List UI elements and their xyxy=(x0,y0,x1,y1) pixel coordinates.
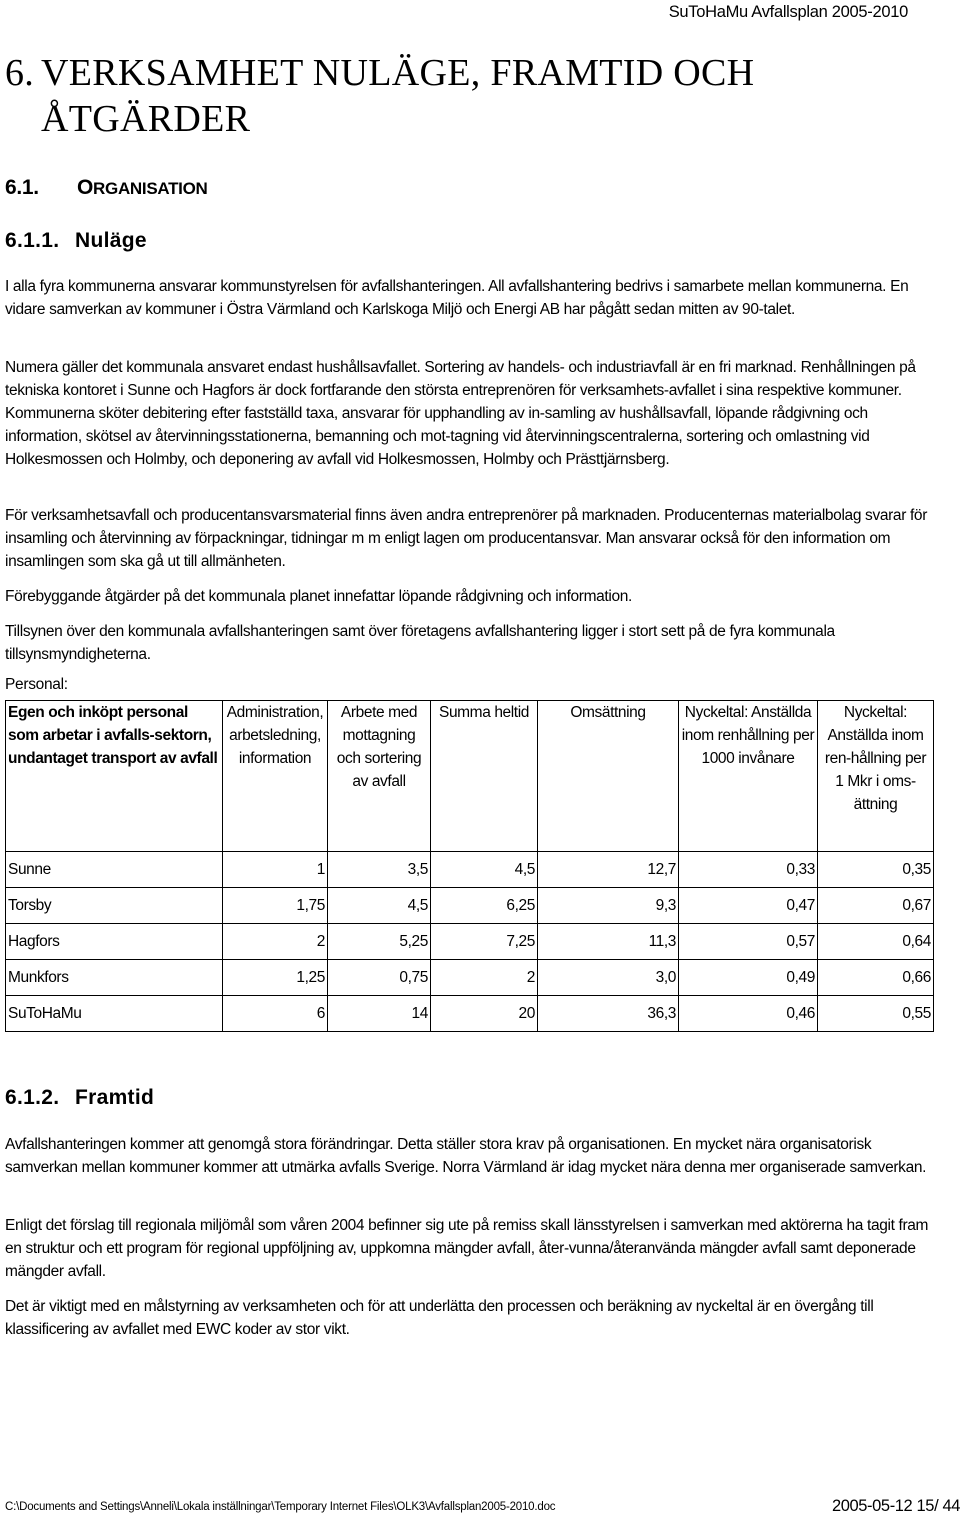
nulage-paragraph-1 xyxy=(5,275,935,321)
table-cell: 1,25 xyxy=(223,960,328,996)
table-cell: 0,55 xyxy=(818,996,934,1032)
nulage-title: Nuläge xyxy=(75,229,147,252)
table-cell: 4,5 xyxy=(328,888,431,924)
paragraph-text: Det är viktigt med en målstyrning av verksamheten och för att underlätta den processen och beräkning av nyckeltal är en övergång till klassificering av avfallet med EWC koder av stor vikt. xyxy=(5,1298,874,1338)
table-cell: 5,25 xyxy=(328,924,431,960)
chapter-title xyxy=(5,50,905,142)
table-cell: SuToHaMu xyxy=(6,996,223,1032)
table-cell: 6,25 xyxy=(431,888,538,924)
table-cell: 0,46 xyxy=(679,996,818,1032)
table-row xyxy=(6,996,934,1032)
paragraph-text: I alla fyra kommunerna ansvarar kommunstyrelsen för avfallshanteringen. All avfallshantering bedrivs i samarbete mellan kommunerna. En vidare samverkan av kommuner i Östra Värmland och Karlskoga Miljö och Energi AB har pågått sedan mitten av 90-talet. xyxy=(5,278,909,318)
section-title-initial: O xyxy=(77,176,94,199)
section-title-rest: RGANISATION xyxy=(93,179,208,198)
table-cell: 0,67 xyxy=(818,888,934,924)
table-cell: 3,0 xyxy=(538,960,679,996)
table-cell: 3,5 xyxy=(328,852,431,888)
table-cell: 11,3 xyxy=(538,924,679,960)
table-cell: 7,25 xyxy=(431,924,538,960)
paragraph-text: Tillsynen över den kommunala avfallshanteringen samt över företagens avfallshantering ligger i stort sett på de fyra kommunala tillsynsmyndigheterna. xyxy=(5,623,835,663)
table-cell: 0,64 xyxy=(818,924,934,960)
nulage-heading xyxy=(5,229,147,253)
table-cell: Munkfors xyxy=(6,960,223,996)
nulage-number: 6.1.1. xyxy=(5,229,60,252)
framtid-heading xyxy=(5,1086,154,1110)
running-header: SuToHaMu Avfallsplan 2005-2010 xyxy=(668,3,908,21)
paragraph-text: Avfallshanteringen kommer att genomgå stora förändringar. Detta ställer stora krav på organisationen. En mycket nära organisatorisk samverkan mellan kommuner kommer att utmärka avfalls Sverige. Norra Värmland är idag mycket nära denna mer organiserade samverkan. xyxy=(5,1136,927,1176)
framtid-number: 6.1.2. xyxy=(5,1086,60,1109)
paragraph-text: Förebyggande åtgärder på det kommunala planet innefattar löpande rådgivning och information. xyxy=(5,588,632,605)
footer-page-number: 2005-05-12 15/ 44 xyxy=(831,1497,960,1515)
table-cell: 0,75 xyxy=(328,960,431,996)
paragraph-text: Enligt det förslag till regionala miljömål som våren 2004 befinner sig ute på remiss skall länsstyrelsen i samverkan med aktörerna ha tagit fram en struktur och ett program för regional uppföljning av, uppkomna mängder avfall, åter-vunna/återanvända mängder avfall samt deponerade mängder avfall. xyxy=(5,1217,929,1280)
table-header: Summa heltid xyxy=(431,701,538,852)
table-header: Omsättning xyxy=(538,701,679,852)
table-cell: 9,3 xyxy=(538,888,679,924)
section-number: 6.1. xyxy=(5,176,39,199)
framtid-paragraph-2 xyxy=(5,1214,935,1283)
chapter-title-line1: VERKSAMHET NULÄGE, FRAMTID OCH xyxy=(41,52,755,94)
table-header: Egen och inköpt personal som arbetar i avfalls-sektorn, undantaget transport av avfall xyxy=(6,701,223,852)
table-cell: 14 xyxy=(328,996,431,1032)
footer-file-path: C:\Documents and Settings\Anneli\Lokala inställningar\Temporary Internet Files\OLK3\Avfallsplan2005-2010.doc xyxy=(5,1501,556,1513)
chapter-title-line2: ÅTGÄRDER xyxy=(41,98,251,140)
table-cell: 1,75 xyxy=(223,888,328,924)
section-title xyxy=(5,176,208,200)
nulage-paragraph-3 xyxy=(5,504,935,573)
framtid-paragraph-3 xyxy=(5,1295,935,1341)
table-cell: 0,57 xyxy=(679,924,818,960)
table-cell: 0,33 xyxy=(679,852,818,888)
table-header: Arbete med mottagning och sortering av avfall xyxy=(328,701,431,852)
nulage-paragraph-5 xyxy=(5,620,935,666)
table-cell: 36,3 xyxy=(538,996,679,1032)
table-row xyxy=(6,888,934,924)
table-row xyxy=(6,960,934,996)
paragraph-text: Numera gäller det kommunala ansvaret endast hushållsavfallet. Sortering av handels- och industriavfall är en fri marknad. Renhållningen på tekniska kontoret i Sunne och Hagfors är dock fortfarande den största entreprenören för verksamhets-avfallet i sina respektive kommuner. Kommunerna sköter debitering efter fastställd taxa, ansvarar för upphandling av in-samling av hushållsavfall, löpande rådgivning och information, skötsel av återvinningsstationerna, bemanning och mot-tagning vid återvinningscentralerna, sortering och omlastning vid Holkesmossen och Holmby, och deponering av avfall vid Holkesmossen, Holmby och Prästtjärnsberg. xyxy=(5,359,916,468)
table-cell: 12,7 xyxy=(538,852,679,888)
table-cell: 1 xyxy=(223,852,328,888)
table-cell: Sunne xyxy=(6,852,223,888)
table-cell: 6 xyxy=(223,996,328,1032)
table-row xyxy=(6,924,934,960)
staff-table xyxy=(5,700,934,1032)
table-cell: Hagfors xyxy=(6,924,223,960)
table-cell: 20 xyxy=(431,996,538,1032)
table-header: Nyckeltal: Anställda inom renhållning per 1000 invånare xyxy=(679,701,818,852)
table-cell: 0,49 xyxy=(679,960,818,996)
table-header: Administration, arbetsledning, information xyxy=(223,701,328,852)
nulage-paragraph-2 xyxy=(5,356,935,471)
framtid-title: Framtid xyxy=(75,1086,155,1109)
table-cell: 0,35 xyxy=(818,852,934,888)
chapter-number: 6. xyxy=(5,52,35,94)
paragraph-text: För verksamhetsavfall och producentansvarsmaterial finns även andra entreprenörer på marknaden. Producenternas materialbolag svarar för insamling och återvinning av förpackningar, tidningar m m enligt lagen om producentansvar. Man ansvarar också för den information om insamlingen som ska gå ut till allmänheten. xyxy=(5,507,928,570)
framtid-paragraph-1 xyxy=(5,1133,935,1179)
table-cell: 0,47 xyxy=(679,888,818,924)
nulage-paragraph-4 xyxy=(5,585,935,608)
table-cell: Torsby xyxy=(6,888,223,924)
table-cell: 0,66 xyxy=(818,960,934,996)
table-cell: 2 xyxy=(431,960,538,996)
table-header: Nyckeltal: Anställda inom ren-hållning per 1 Mkr i oms-ättning xyxy=(818,701,934,852)
table-row xyxy=(6,852,934,888)
table-cell: 2 xyxy=(223,924,328,960)
table-header-row xyxy=(6,701,934,852)
table-cell: 4,5 xyxy=(431,852,538,888)
personal-label: Personal: xyxy=(5,676,68,693)
